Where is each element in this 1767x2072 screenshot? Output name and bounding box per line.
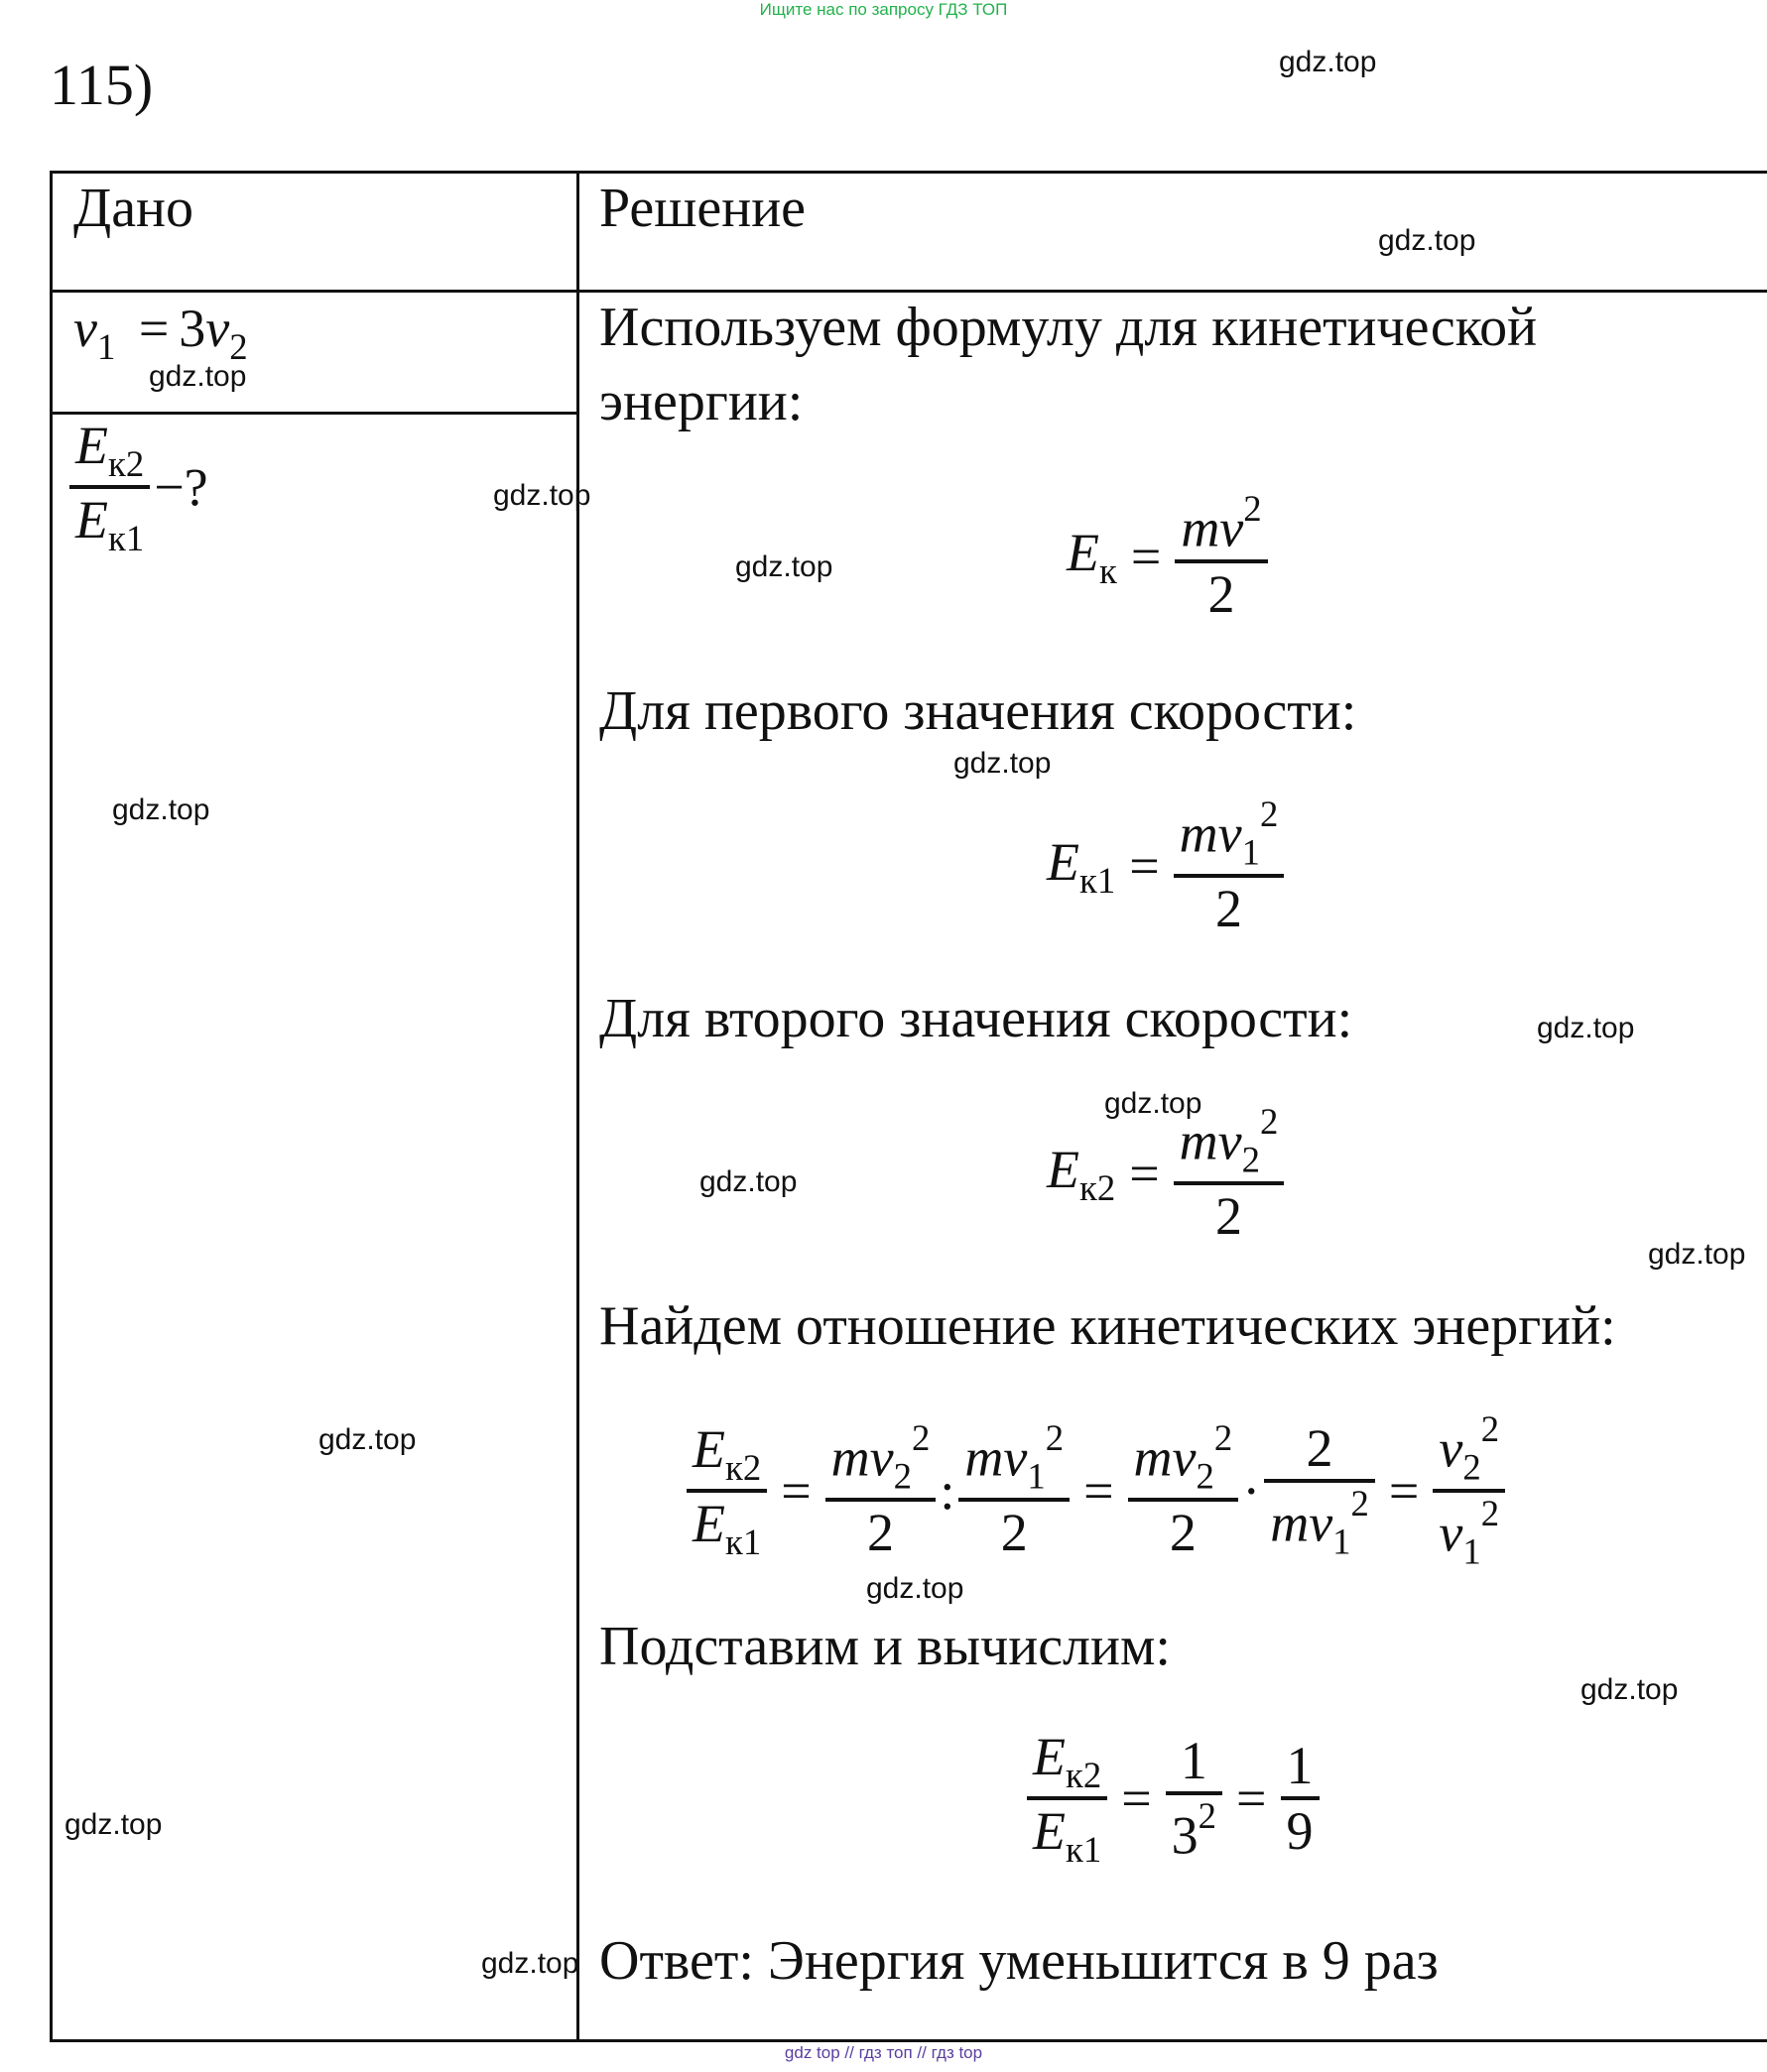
watermark: gdz.top <box>1648 1238 1746 1271</box>
find-ratio: $\frac{E_{к2}}{E_{к1}}$ −? <box>69 415 212 559</box>
watermark: gdz.top <box>953 747 1052 780</box>
watermark: gdz.top <box>1580 1673 1679 1706</box>
table-bottom-border <box>50 2039 1767 2042</box>
watermark: gdz.top <box>1279 46 1377 78</box>
watermark: gdz.top <box>699 1165 798 1198</box>
table-top-border <box>50 171 1767 174</box>
watermark: gdz.top <box>1104 1087 1202 1120</box>
table-header-divider <box>50 290 1767 293</box>
watermark: gdz.top <box>149 360 247 393</box>
solution-intro-line2: энергии: <box>599 371 804 432</box>
watermark: gdz.top <box>1537 1012 1635 1044</box>
watermark: gdz.top <box>481 1947 579 1980</box>
solution-header: Решение <box>599 178 807 239</box>
table-column-divider <box>576 171 579 2042</box>
watermark: gdz.top <box>64 1808 163 1841</box>
watermark: gdz.top <box>735 550 833 583</box>
substitute-text: Подставим и вычислим: <box>599 1616 1171 1677</box>
formula-calculation: $\frac{E_{к2}}{E_{к1}}$ = $\frac{1}{3^2}$ = $\frac{1}{9}$ <box>1027 1726 1320 1871</box>
footer-watermark: gdz top // гдз топ // гдз top <box>784 2043 983 2062</box>
answer-text: Ответ: Энергия уменьшится в 9 раз <box>599 1930 1439 1992</box>
watermark: gdz.top <box>493 479 591 512</box>
watermark: gdz.top <box>1378 224 1476 257</box>
ratio-text: Найдем отношение кинетических энергий: <box>599 1295 1616 1357</box>
find-fraction: $\frac{E_{к2}}{E_{к1}}$ <box>69 415 150 559</box>
table-left-border <box>50 171 53 2042</box>
formula-ratio-derivation: $\frac{E_{к2}}{E_{к1}}$ = $\frac{mv_2^2}{2}$ : $\frac{mv_1^2}{2}$ = $\frac{mv_2^2}{2}$ · $\frac{2}{mv_1^2}$ = $\frac{v_2^2}{v_1^2}$ <box>687 1408 1505 1573</box>
second-speed-text: Для второго значения скорости: <box>599 988 1353 1049</box>
formula-kinetic-energy: $E_к$ = $\frac{mv^2}{2}$ <box>1067 488 1268 625</box>
first-speed-text: Для первого значения скорости: <box>599 680 1357 742</box>
top-banner: Ищите нас по запросу ГДЗ ТОП <box>759 0 1008 19</box>
formula-ek2: $E_{к2}$ = $\frac{mv_2^2}{2}$ <box>1047 1101 1284 1247</box>
watermark: gdz.top <box>866 1572 964 1605</box>
given-relation: $v_1 = 3v_2$ <box>73 299 248 367</box>
solution-intro-line1: Используем формулу для кинетической <box>599 297 1538 358</box>
watermark: gdz.top <box>318 1423 417 1456</box>
given-header: Дано <box>73 178 194 239</box>
formula-ek1: $E_{к1}$ = $\frac{mv_1^2}{2}$ <box>1047 793 1284 939</box>
problem-number: 115) <box>50 53 154 117</box>
watermark: gdz.top <box>112 793 210 826</box>
